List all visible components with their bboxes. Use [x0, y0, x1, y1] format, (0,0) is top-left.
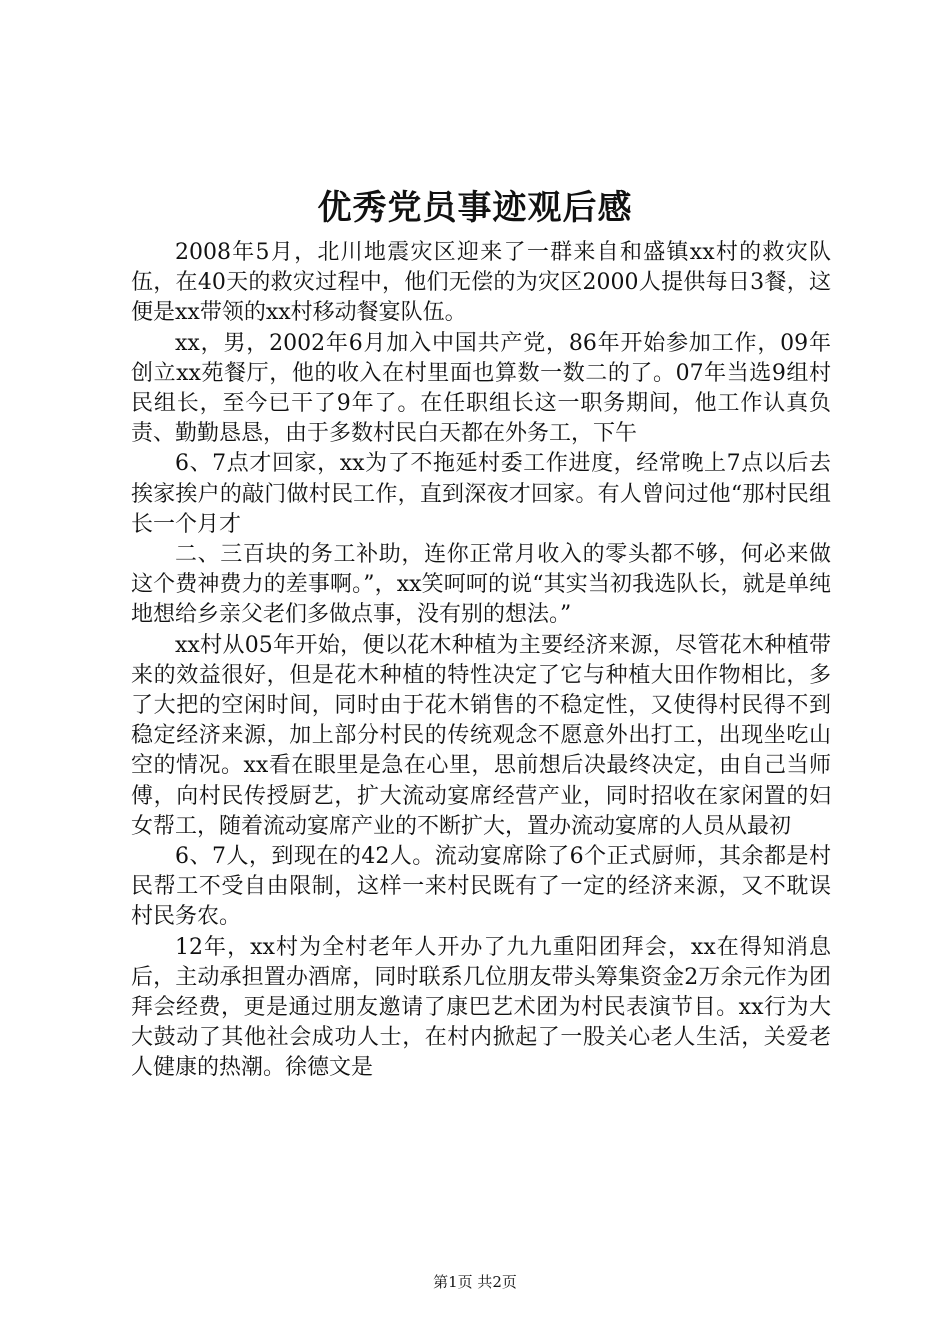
document-title: 优秀党员事迹观后感 [317, 188, 633, 228]
paragraph-7: 12年，xx村为全村老年人开办了九九重阳团拜会，xx在得知消息后，主动承担置办酒席，同时联系几位朋友带头筹集资金2万余元作为团拜会经费，更是通过朋友邀请了康巴艺术团为村民表演节目。xx行为大大鼓动了其他社会成功人士，在村内掀起了一股关心老人生活，关爱老人健康的热潮。徐德文是 [131, 934, 831, 1081]
paragraph-6: 6、7人，到现在的42人。流动宴席除了6个正式厨师，其余都是村民帮工不受自由限制，这样一来村民既有了一定的经济来源，又不耽误村民务农。 [131, 844, 831, 930]
paragraph-5: xx村从05年开始，便以花木种植为主要经济来源，尽管花木种植带来的效益很好，但是花木种植的特性决定了它与种植大田作物相比，多了大把的空闲时间，同时由于花木销售的不稳定性，又使得村民得不到稳定经济来源，加上部分村民的传统观念不愿意外出打工，出现坐吃山空的情况。xx看在眼里是急在心里，思前想后决最终决定，由自己当师傅，向村民传授厨艺，扩大流动宴席经营产业，同时招收在家闲置的妇女帮工，随着流动宴席产业的不断扩大，置办流动宴席的人员从最初 [131, 632, 831, 839]
document-body [131, 238, 831, 1084]
paragraph-1: 2008年5月，北川地震灾区迎来了一群来自和盛镇xx村的救灾队伍，在40天的救灾过程中，他们无偿的为灾区2000人提供每日3餐，这便是xx带领的xx村移动餐宴队伍。 [131, 240, 831, 326]
paragraph-4: 二、三百块的务工补助，连你正常月收入的零头都不够，何必来做这个费神费力的差事啊。”，xx笑呵呵的说“其实当初我选队长，就是单纯地想给乡亲父老们多做点事，没有别的想法。” [131, 542, 831, 628]
paragraph-3: 6、7点才回家，xx为了不拖延村委工作进度，经常晚上7点以后去挨家挨户的敲门做村民工作，直到深夜才回家。有人曾问过他“那村民组长一个月才 [131, 451, 831, 537]
page-footer: 第1页 共2页 [433, 1273, 517, 1291]
paragraph-2: xx，男，2002年6月加入中国共产党，86年开始参加工作，09年创立xx苑餐厅，他的收入在村里面也算数一数二的了。07年当选9组村民组长，至今已干了9年了。在任职组长这一职务期间，他工作认真负责、勤勤恳恳，由于多数村民白天都在外务工，下午 [131, 330, 831, 447]
